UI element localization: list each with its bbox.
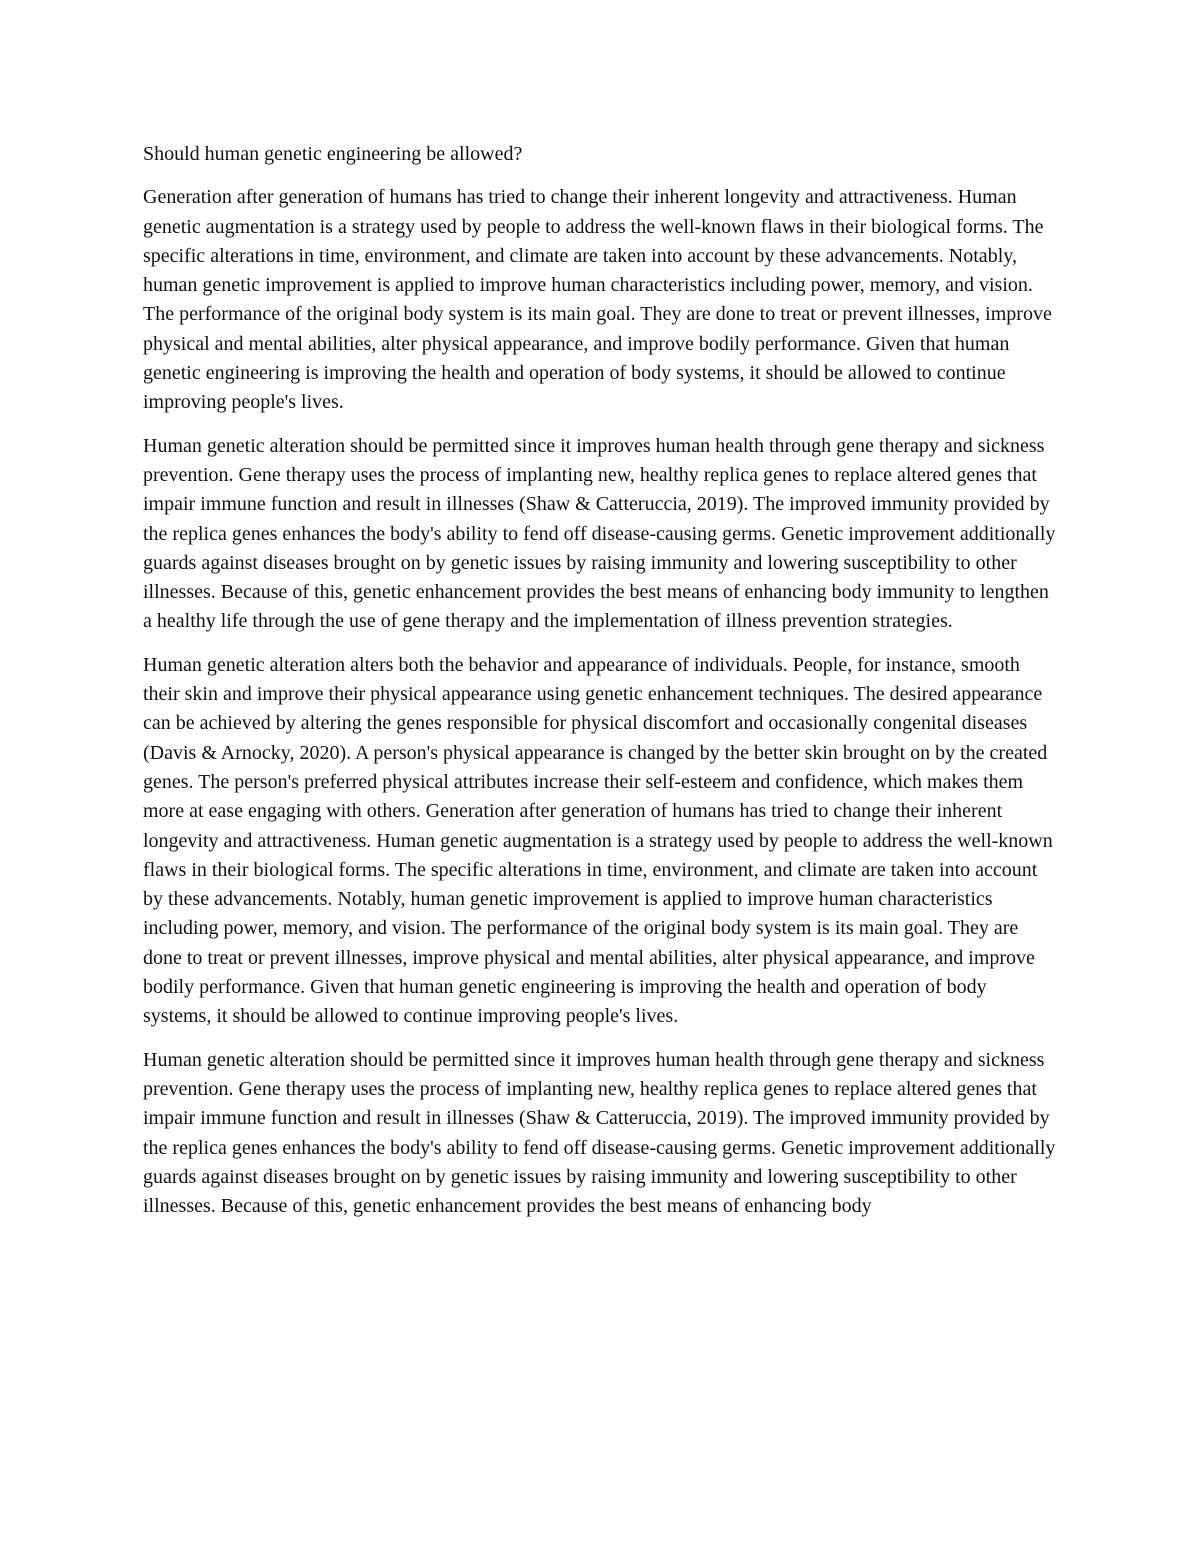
paragraph-appearance: Human genetic alteration alters both the behavior and appearance of individuals. People, for instance, smooth their skin and improve their physical appearance using genetic enhancement techniques. The desired appearance can be achieved by altering the genes responsible for physical discomfort and occasionally congenital diseases (Davis & Arnocky, 2020). A person's physical appearance is changed by the better skin brought on by the created genes. The person's preferred physical attributes increase their self-esteem and confidence, which makes them more at ease engaging with others. Generation after generation of humans has tried to change their inherent longevity and attractiveness. Human genetic augmentation is a strategy used by people to address the well-known flaws in their biological forms. The specific alterations in time, environment, and climate are taken into account by these advancements. Notably, human genetic improvement is applied to improve human characteristics including power, memory, and vision. The performance of the original body system is its main goal. They are done to treat or prevent illnesses, improve physical and mental abilities, alter physical appearance, and improve bodily performance. Given that human genetic engineering is improving the health and operation of body systems, it should be allowed to continue improving people's lives.	[143, 653, 1053, 1028]
paragraph-intro: Generation after generation of humans has tried to change their inherent longevity and attractiveness. Human genetic augmentation is a strategy used by people to address the well-known flaws in their biological forms. The specific alterations in time, environment, and climate are taken into account by these advancements. Notably, human genetic improvement is applied to improve human characteristics including power, memory, and vision. The performance of the original body system is its main goal. They are done to treat or prevent illnesses, improve physical and mental abilities, alter physical appearance, and improve bodily performance. Given that human genetic engineering is improving the health and operation of body systems, it should be allowed to continue improving people's lives.	[143, 186, 1052, 414]
paragraph-health-repeat: Human genetic alteration should be permitted since it improves human health through gene therapy and sickness prevention. Gene therapy uses the process of implanting new, healthy replica genes to replace altered genes that impair immune function and result in illnesses (Shaw & Catteruccia, 2019). The improved immunity provided by the replica genes enhances the body's ability to fend off disease-causing germs. Genetic improvement additionally guards against diseases brought on by genetic issues by raising immunity and lowering susceptibility to other illnesses. Because of this, genetic enhancement provides the best means of enhancing body	[143, 1048, 1056, 1218]
paragraph-health: Human genetic alteration should be permitted since it improves human health through gene therapy and sickness prevention. Gene therapy uses the process of implanting new, healthy replica genes to replace altered genes that impair immune function and result in illnesses (Shaw & Catteruccia, 2019). The improved immunity provided by the replica genes enhances the body's ability to fend off disease-causing germs. Genetic improvement additionally guards against diseases brought on by genetic issues by raising immunity and lowering susceptibility to other illnesses. Because of this, genetic enhancement provides the best means of enhancing body immunity to lengthen a healthy life through the use of gene therapy and the implementation of illness prevention strategies.	[143, 434, 1056, 633]
document-title: Should human genetic engineering be allowed?	[143, 143, 523, 165]
document-body	[143, 140, 1058, 1221]
